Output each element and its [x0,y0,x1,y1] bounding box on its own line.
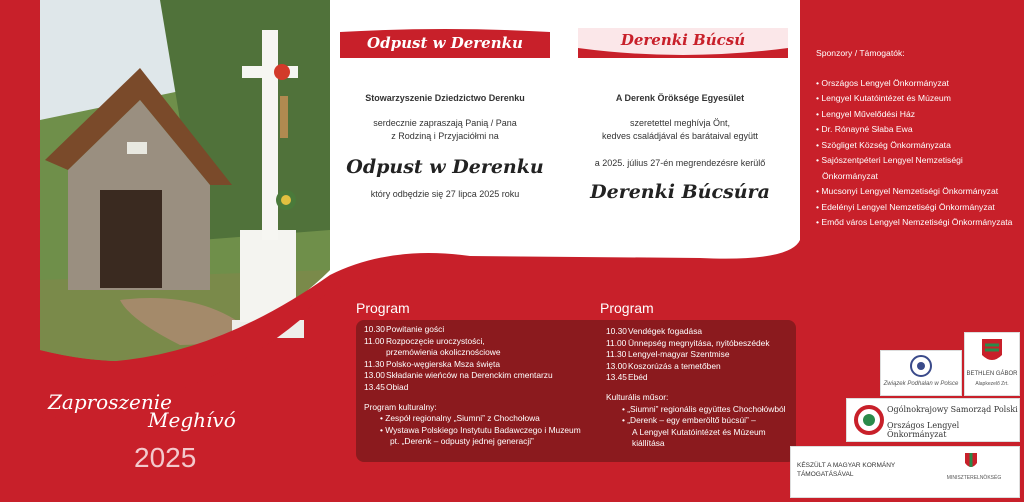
sponsor-item: • Szögliget Község Önkormányzata [816,139,951,150]
event-name-hungarian: Derenki Búcsúra [590,181,770,203]
ribbon-hungarian [578,28,788,58]
program-row: 11.00 Rozpoczęcie uroczystości, [364,335,485,346]
program-row: 11.30 Lengyel-magyar Szentmise [606,349,730,360]
sponsor-item: • Dr. Rónayné Słaba Ewa [816,124,913,134]
sponsor-item: • Sajószentpéteri Lengyel Nemzetiségi [816,155,963,165]
sponsor-item: • Lengyel Kutatóintézet és Múzeum [816,93,951,103]
cultural-item: kiállítása [632,438,665,449]
invitation-polish [340,92,550,201]
invite-title-polish: Zaproszenie [48,390,172,414]
program-hungarian [606,326,791,450]
ribbon-hungarian-title: Derenki Búcsú [620,31,746,49]
invite-year: 2025 [134,442,197,473]
org-polish: Stowarzyszenie Dziedzictwo Derenku [365,93,525,103]
cultural-item: A Lengyel Kutatóintézet és Múzeum [632,426,766,437]
government-support-logo: KÉSZÜLT A MAGYAR KORMÁNY TÁMOGATÁSÁVAL MINISZTERELNÖKSÉG [790,446,1020,498]
sponsor-item: • Edelényi Lengyel Nemzetiségi Önkormányzat [816,201,995,212]
invite-line2-hu: kedves családjával és barátaival együtt [601,131,759,141]
program-row: 11.30 Polsko-węgierska Msza święta [364,358,501,369]
sponsor-item: • Mucsonyi Lengyel Nemzetiségi Önkormányzat [816,186,999,196]
program-row: 13.45 Obiad [364,381,409,392]
cultural-item: pt. „Derenk – odpusty jednej generacji” [390,436,534,447]
program-row: 13.00 Składanie wieńców na Derenckim cmentarzu [364,370,553,381]
program-title-hungarian: Program [600,300,654,316]
program-row: przemówienia okolicznościowe [386,347,501,358]
cultural-item: • „Derenk – egy emberöltő búcsúi” – [622,415,756,426]
invite-title-hungarian: Meghívó [148,408,236,432]
program-title-polish: Program [356,300,410,316]
sponsor-item: • Országos Lengyel Önkormányzat [816,77,949,88]
olo-logo: Ogólnokrajowy Samorząd Polski Országos Lengyel Önkormányzat [846,398,1020,442]
program-row: 13.45 Ebéd [606,372,648,383]
program-row: 10.30 Vendégek fogadása [606,326,703,336]
sponsor-item: • Lengyel Művelődési Ház [816,108,916,119]
org-hungarian: A Derenk Öröksége Egyesület [615,93,745,103]
cultural-title-hungarian: Kulturális műsor: [606,391,669,402]
invite-line1: serdecznie zapraszają Panią / Pana [373,118,517,128]
invite-line1-hu: szeretettel meghívja Önt, [629,118,731,128]
cultural-item: • „Siumni” regionális együttes Chochołówból [622,403,786,414]
cultural-item: • Zespół regionalny „Siumni” z Chochołowa [380,413,540,424]
sponsors-list [816,46,1021,231]
program-polish [364,324,594,448]
cultural-title-polish: Program kulturalny: [364,401,437,412]
invitation-hungarian [565,92,795,213]
sponsors-heading: Sponzory / Támogatók: [816,48,905,58]
invite-line2: z Rodziną i Przyjaciółmi na [391,131,499,141]
program-row: 13.00 Koszorúzás a temetőben [606,360,721,371]
cultural-item: • Wystawa Polskiego Instytutu Badawczego i Muzeum [380,424,581,435]
sponsor-item: Önkormányzat [822,170,878,181]
ribbon-polish-title: Odpust w Derenku [367,34,523,52]
sponsor-item: • Emőd város Lengyel Nemzetiségi Önkormányzata [816,217,1013,227]
program-row: 11.00 Ünnepség megnyitása, nyitóbeszédek [606,337,770,348]
zwiazek-podhalan-logo: Związek Podhalan w Polsce [880,350,962,396]
event-date-polish: który odbędzie się 27 lipca 2025 roku [370,189,520,199]
program-row: 10.30 Powitanie gości [364,324,445,334]
ribbon-polish [340,28,550,58]
event-name-polish: Odpust w Derenku [346,156,544,178]
bethlen-gabor-logo: BETHLEN GÁBOR Alapkezelő Zrt. [964,332,1020,396]
event-date-hungarian: a 2025. július 27-én megrendezésre kerülő [594,158,766,168]
